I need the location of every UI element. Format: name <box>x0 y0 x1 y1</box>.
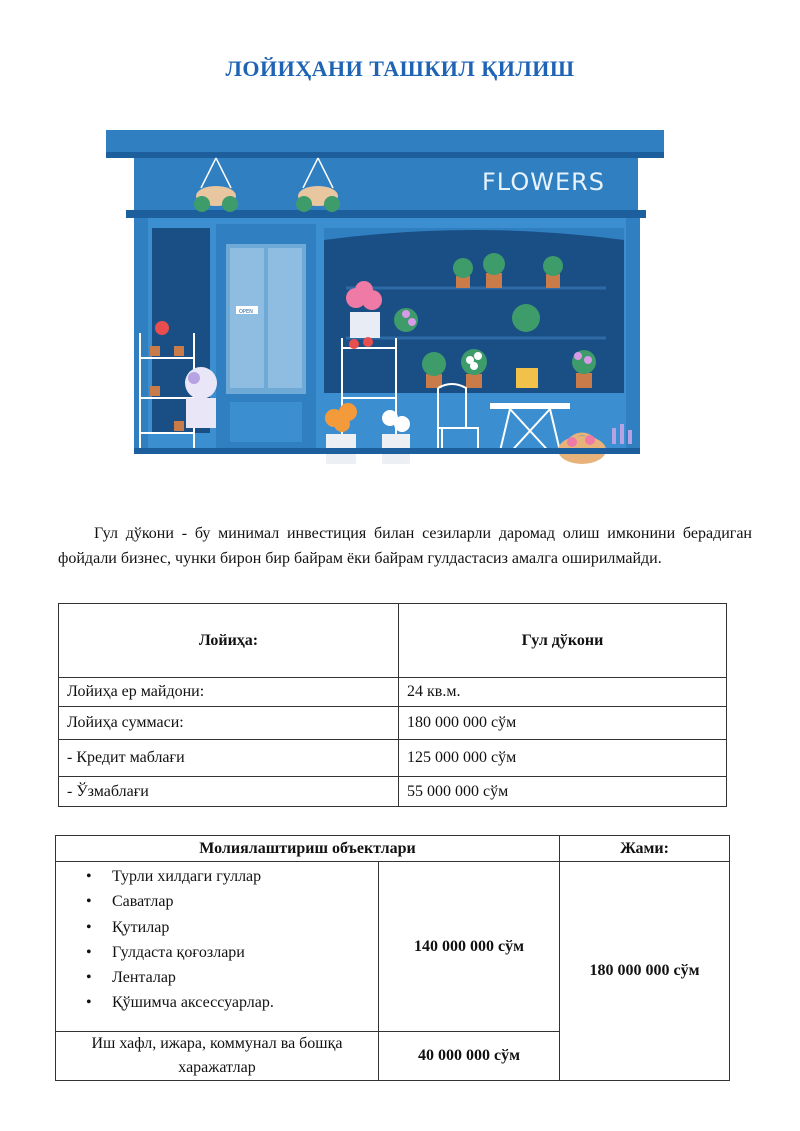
row-value: 24 кв.м. <box>399 678 727 707</box>
row-label: Лойиҳа ер майдони: <box>59 678 399 707</box>
row-label: - Кредит маблағи <box>59 740 399 777</box>
project-header-label: Лойиҳа: <box>59 604 399 678</box>
finance-other-label: Иш хафл, ижара, коммунал ва бошқа харажатлар <box>56 1032 379 1081</box>
finance-items-list <box>56 864 378 1016</box>
row-label: Лойиҳа суммаси: <box>59 707 399 740</box>
finance-table-header <box>56 836 730 862</box>
finance-table <box>55 835 730 1081</box>
row-value: 180 000 000 сўм <box>399 707 727 740</box>
table-row <box>59 678 727 707</box>
finance-header-objects: Молиялаштириш объектлари <box>56 836 560 862</box>
table-row <box>56 862 730 1032</box>
list-item: • Ленталар <box>86 965 378 990</box>
project-table-header <box>59 604 727 678</box>
finance-other-amount: 40 000 000 сўм <box>379 1032 560 1081</box>
list-item: • Қутилар <box>86 915 378 940</box>
door-sign: OPEN <box>239 309 253 315</box>
finance-total: 180 000 000 сўм <box>560 862 730 1081</box>
flower-shop-illustration <box>106 128 666 473</box>
finance-items-cell <box>56 862 379 1032</box>
table-row <box>59 707 727 740</box>
row-value: 125 000 000 сўм <box>399 740 727 777</box>
row-label: - Ўзмаблағи <box>59 777 399 807</box>
list-item: • Турли хилдаги гуллар <box>86 864 378 889</box>
page-title: ЛОЙИҲАНИ ТАШКИЛ ҚИЛИШ <box>225 56 575 81</box>
list-item: • Қўшимча аксессуарлар. <box>86 990 378 1015</box>
list-item: • Гулдаста қоғозлари <box>86 940 378 965</box>
project-table <box>58 603 727 807</box>
finance-header-total: Жами: <box>560 836 730 862</box>
row-value: 55 000 000 сўм <box>399 777 727 807</box>
list-item: • Саватлар <box>86 889 378 914</box>
table-row <box>59 740 727 777</box>
intro-paragraph: Гул дўкони - бу минимал инвестиция билан сезиларли даромад олиш имконини берадиган фойдали бизнес, чунки бирон бир байрам ёки байрам гулдастасиз амалга оширилмайди. <box>58 525 752 567</box>
finance-items-amount: 140 000 000 сўм <box>379 862 560 1032</box>
project-header-value: Гул дўкони <box>399 604 727 678</box>
shop-sign-text: FLOWERS <box>482 168 606 196</box>
table-row <box>59 777 727 807</box>
